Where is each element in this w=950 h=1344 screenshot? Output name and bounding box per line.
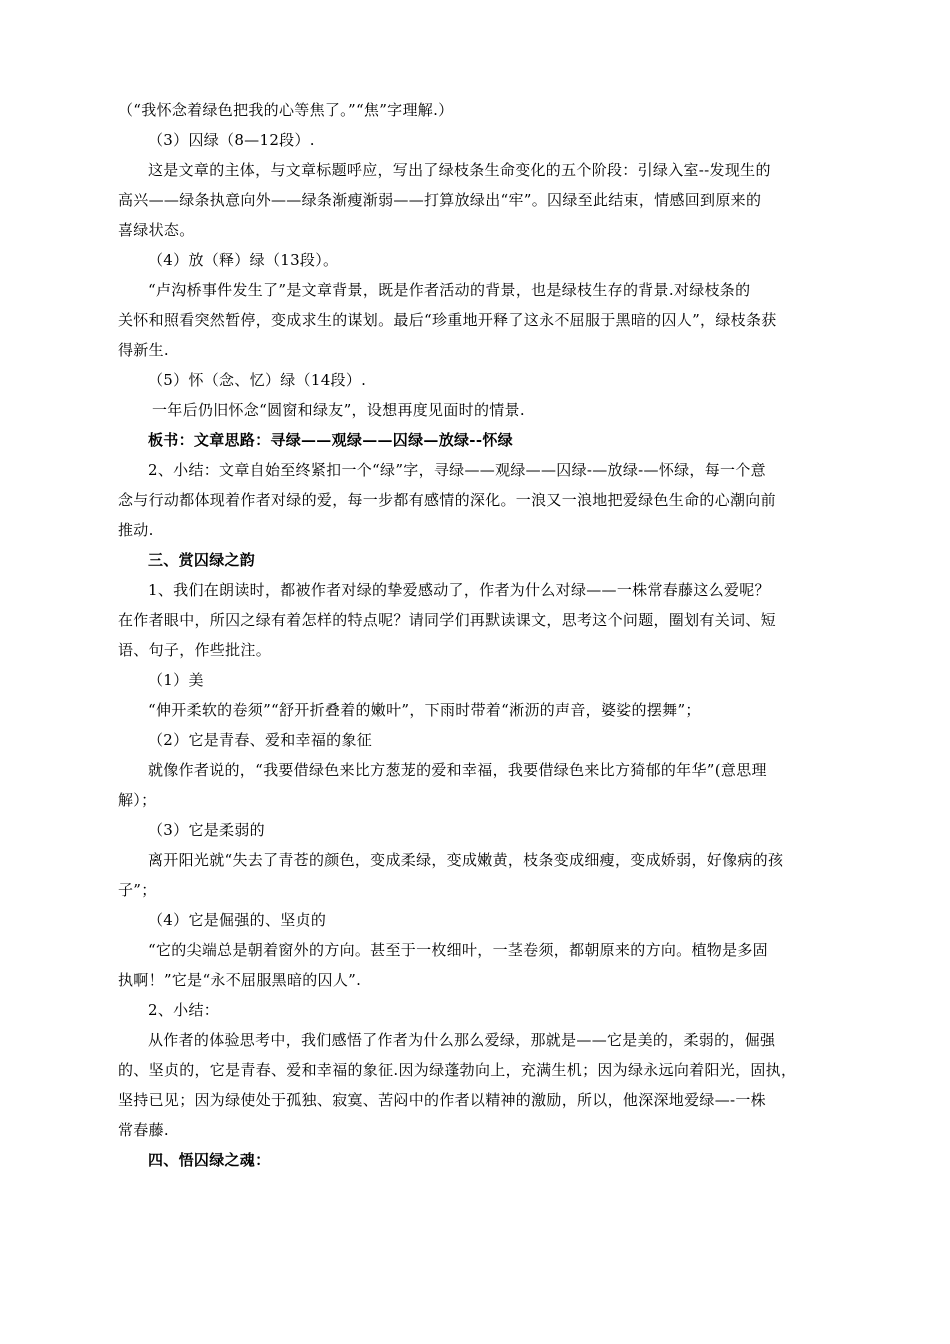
text-line: 离开阳光就“失去了青苍的颜色，变成柔绿，变成嫩黄，枝条变成细瘦，变成娇弱，好像病的孩 bbox=[148, 851, 784, 869]
text-line: “卢沟桥事件发生了”是文章背景，既是作者活动的背景，也是绿枝生存的背景.对绿枝条的 bbox=[148, 281, 751, 299]
section-heading: 四、悟囚绿之魂： bbox=[148, 1151, 271, 1169]
text-line: 1、我们在朗读时，都被作者对绿的挚爱感动了，作者为什么对绿——一株常春藤这么爱呢？ bbox=[148, 581, 770, 599]
section-item-heading: （4）放（释）绿（13段）。 bbox=[148, 251, 339, 269]
text-line: 常春藤. bbox=[118, 1121, 169, 1139]
text-line: 喜绿状态。 bbox=[118, 221, 195, 239]
section-item-heading: （2）它是青春、爱和幸福的象征 bbox=[148, 731, 373, 749]
section-item-heading: （5）怀（念、忆）绿（14段）. bbox=[148, 371, 367, 389]
text-line: 就像作者说的，“我要借绿色来比方葱茏的爱和幸福，我要借绿色来比方猗郁的年华”(意思理 bbox=[148, 761, 767, 779]
section-heading: 三、赏囚绿之韵 bbox=[148, 551, 256, 569]
text-line: “伸开柔软的卷须”“舒开折叠着的嫩叶”，下雨时带着“淅沥的声音，婆娑的摆舞”； bbox=[148, 701, 701, 719]
text-line: 从作者的体验思考中，我们感悟了作者为什么那么爱绿，那就是——它是美的，柔弱的，倔强 bbox=[148, 1031, 776, 1049]
section-item-heading: （4）它是倔强的、坚贞的 bbox=[148, 911, 327, 929]
text-line: 念与行动都体现着作者对绿的爱，每一步都有感情的深化。一浪又一浪地把爱绿色生命的心潮向前 bbox=[118, 491, 776, 509]
text-line: 子”； bbox=[118, 881, 157, 899]
section-item-heading: （1）美 bbox=[148, 671, 204, 689]
text-line: 在作者眼中，所囚之绿有着怎样的特点呢？请同学们再默读课文，思考这个问题，圈划有关词、短 bbox=[118, 611, 776, 629]
text-line: 高兴——绿条执意向外——绿条渐瘦渐弱——打算放绿出“牢”。囚绿至此结束，情感回到原来的 bbox=[118, 191, 762, 209]
text-line: 语、句子，作些批注。 bbox=[118, 641, 272, 659]
text-line: 得新生. bbox=[118, 341, 169, 359]
text-line: 2、小结： bbox=[148, 1001, 220, 1019]
text-line: （“我怀念着绿色把我的心等焦了。”“焦”字理解.） bbox=[118, 101, 454, 119]
text-line: 一年后仍旧怀念“圆窗和绿友”，设想再度见面时的情景. bbox=[152, 401, 525, 419]
board-summary: 板书：文章思路：寻绿——观绿——囚绿—放绿--怀绿 bbox=[148, 431, 513, 449]
text-line: 关怀和照看突然暂停，变成求生的谋划。最后“珍重地开释了这永不屈服于黑暗的囚人”，绿枝条获 bbox=[118, 311, 777, 329]
section-item-heading: （3）它是柔弱的 bbox=[148, 821, 265, 839]
section-item-heading: （3）囚绿（8—12段）. bbox=[148, 131, 315, 149]
text-line: 坚持已见；因为绿使处于孤独、寂寞、苦闷中的作者以精神的激励，所以，他深深地爱绿—-一株 bbox=[118, 1091, 766, 1109]
text-line: 推动. bbox=[118, 521, 154, 539]
text-line: 2、小结：文章自始至终紧扣一个“绿”字，寻绿——观绿——囚绿-—放绿-—怀绿，每一个意 bbox=[148, 461, 766, 479]
text-line: 执啊！”它是“永不屈服黑暗的囚人”. bbox=[118, 971, 362, 989]
text-line: “它的尖端总是朝着窗外的方向。甚至于一枚细叶，一茎卷须，都朝原来的方向。植物是多固 bbox=[148, 941, 768, 959]
text-line: 这是文章的主体，与文章标题呼应，写出了绿枝条生命变化的五个阶段：引绿入室--发现生的 bbox=[148, 161, 771, 179]
text-line: 解）； bbox=[118, 791, 157, 809]
text-line: 的、坚贞的，它是青春、爱和幸福的象征.因为绿蓬勃向上，充满生机；因为绿永远向着阳光，固执， bbox=[118, 1061, 797, 1079]
